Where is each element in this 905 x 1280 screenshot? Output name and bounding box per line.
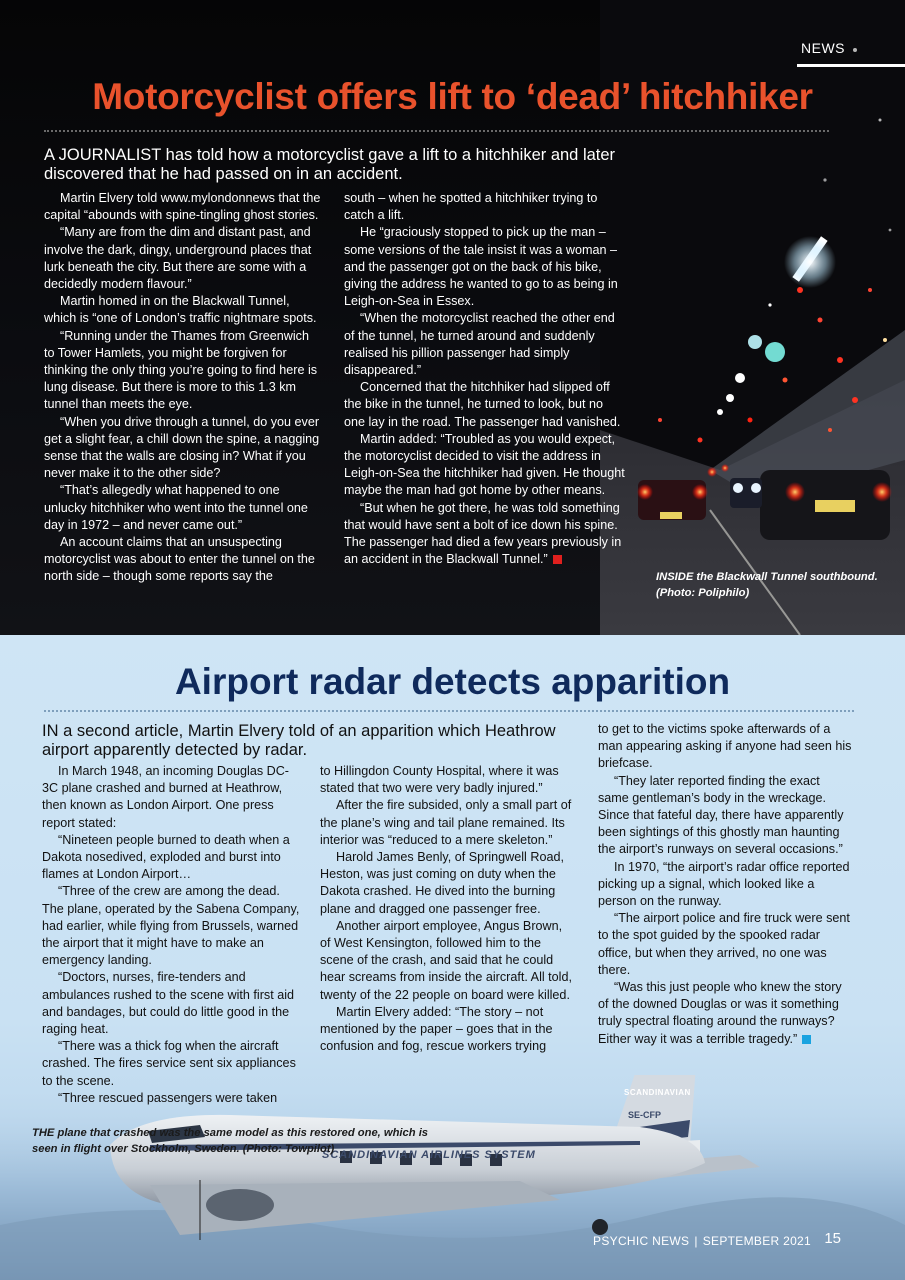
article2-standfirst: IN a second article, Martin Elvery told of an apparition which Heathrow airport apparently detected by radar. (42, 722, 556, 759)
paragraph: south – when he spotted a hitchhiker trying to catch a lift. (344, 191, 598, 223)
paragraph: “Three of the crew are among the dead. The plane, operated by the Sabena Company, had earlier, while flying from Brussels, warned the airport that it might have to make an emergency landing. (42, 884, 300, 968)
plane-tail-text: SCANDINAVIAN (624, 1088, 691, 1097)
article2-column-1 (42, 763, 300, 1107)
article1-column-1 (44, 190, 322, 586)
paragraph: to Hillingdon County Hospital, where it was stated that two were very badly injured.” (320, 764, 559, 796)
paragraph: “Running under the Thames from Greenwich to Tower Hamlets, you might be forgiven for thinking the only thing you’re going to find here is lung disease. But there is more to this 1.3 km tunnel than meets the eye. (44, 328, 318, 412)
page-number: 15 (824, 1230, 841, 1247)
paragraph: Another airport employee, Angus Brown, of West Kensington, followed him to the scene of the crash, and said that he could hear screams from inside the aircraft. All told, twenty of the 22 people on board were killed. (320, 918, 572, 1002)
plane-registration-text: SE-CFP (628, 1110, 662, 1120)
section-rule (797, 64, 905, 67)
paragraph: Martin homed in on the Blackwall Tunnel, which is “one of London’s traffic nightmare spots. (44, 294, 317, 326)
article2-column-3 (598, 721, 852, 1048)
article2-column-2 (320, 763, 574, 1055)
paragraph-text: “But when he got there, he was told something that would have sent a bolt of ice down his spine. The passenger had died a few years previously in an accident in the Blackwall Tunnel.” (344, 500, 622, 567)
paragraph: to get to the victims spoke afterwards of a man appearing asking if anyone had seen his briefcase. (598, 722, 852, 771)
paragraph: “Many are from the dim and distant past, and involve the dark, dingy, underground places that lurk beneath the city. But there are some with a decidedly modern flavour.” (44, 225, 312, 292)
section-label: NEWS (801, 40, 845, 56)
issue-date: SEPTEMBER 2021 (702, 1234, 811, 1248)
paragraph: Martin Elvery added: “The story – not mentioned by the paper – goes that in the confusion and fog, rescue workers trying (320, 1004, 553, 1054)
paragraph: “Nineteen people burned to death when a Dakota nosedived, exploded and burst into flames at London Airport… (42, 832, 290, 882)
paragraph: Martin added: “Troubled as you would expect, the motorcyclist decided to visit the address in Leigh-on-Sea the hitchhiker had given. He thought maybe the man had got home by other means. (344, 431, 625, 498)
footer-separator: | (694, 1234, 698, 1248)
top-article-panel (0, 0, 905, 635)
plane-photo-caption: THE plane that crashed was the same model as this restored one, which is seen in flight over Stockholm, Sweden. (Photo: Towpilot) (32, 1127, 429, 1155)
paragraph: In March 1948, an incoming Douglas DC-3C plane crashed and burned at Heathrow, then known as London Airport. One press report stated: (42, 764, 289, 830)
paragraph: “That’s allegedly what happened to one unlucky hitchhiker who went into the tunnel one day in 1972 – and never came out.” (44, 483, 308, 532)
paragraph: “There was a thick fog when the aircraft crashed. The fires service sent six appliances to the scene. (42, 1039, 296, 1088)
paragraph: In 1970, “the airport’s radar office reported picking up a signal, which looked like a person on the runway. (598, 859, 850, 909)
paragraph-text: “Was this just people who knew the story of the downed Douglas or was it something truly spectral floating around the runways? Either way it was a terrible tragedy.” (598, 980, 842, 1046)
page-footer (593, 1234, 811, 1248)
tunnel-photo-caption: INSIDE the Blackwall Tunnel southbound. (Photo: Poliphilo) (656, 571, 878, 599)
paragraph-last (598, 979, 852, 1048)
paragraph: Harold James Benly, of Springwell Road, Heston, was just coming on duty when the Dakota crashed. He dived into the burning plane and dragged one passenger free. (320, 850, 564, 916)
paragraph: He “graciously stopped to pick up the man – some versions of the tale insist it was a woman – and the passenger got on the back of his bike, giving the address he wanted to go to as being in Leigh-on-Sea in Essex. (344, 225, 618, 309)
paragraph: An account claims that an unsuspecting motorcyclist was about to enter the tunnel on the north side – though some reports say the (44, 535, 315, 584)
paragraph: “They later reported finding the exact same gentleman’s body in the wreckage. Since that fateful day, there have apparently been sightings of this ghostly man haunting the airport’s runways on several occasions.” (598, 773, 844, 857)
publication-name: PSYCHIC NEWS (593, 1234, 690, 1248)
paragraph: “The airport police and fire truck were sent to the spot guided by the spooked radar office, but when they arrived, no one was there. (598, 911, 850, 977)
paragraph: Concerned that the hitchhiker had slipped off the bike in the tunnel, he turned to look, but no one lay in the road. The passenger had vanished. (344, 380, 621, 429)
dotted-divider (44, 130, 829, 132)
article2-title: Airport radar detects apparition (174, 661, 731, 702)
paragraph: “When the motorcyclist reached the other end of the tunnel, he turned around and suddenly realised his pillion passenger had simply disappeared.” (344, 311, 615, 378)
paragraph: “When you drive through a tunnel, do you ever get a slight fear, a chill down the spine, a nagging sense that the walls are closing in? What if you never make it to the other side? (44, 414, 320, 481)
article1-standfirst: A JOURNALIST has told how a motorcyclist gave a lift to a hitchhiker and later discovered that he had passed on in an accident. (44, 146, 616, 183)
paragraph: “Three rescued passengers were taken (58, 1090, 278, 1105)
bottom-article-panel (0, 635, 905, 1280)
article1-column-2 (344, 190, 626, 568)
plane-livery-text: SCANDINAVIAN AIRLINES SYSTEM (322, 1149, 536, 1161)
dotted-divider (44, 710, 854, 712)
article1-title: Motorcyclist offers lift to ‘dead’ hitchhiker (92, 76, 813, 117)
end-mark-icon (802, 1035, 811, 1044)
paragraph: Martin Elvery told www.mylondonnews that the capital “abounds with spine-tingling ghost stories. (44, 191, 321, 223)
paragraph: “Doctors, nurses, fire-tenders and ambulances rushed to the scene with first aid and bandages, but could do little good in the raging heat. (42, 970, 295, 1037)
end-mark-icon (553, 555, 562, 564)
paragraph-last (344, 500, 626, 569)
paragraph: After the fire subsided, only a small part of the plane’s wing and tail plane remained. Its interior was “reduced to a mere skeleton.” (320, 798, 572, 847)
